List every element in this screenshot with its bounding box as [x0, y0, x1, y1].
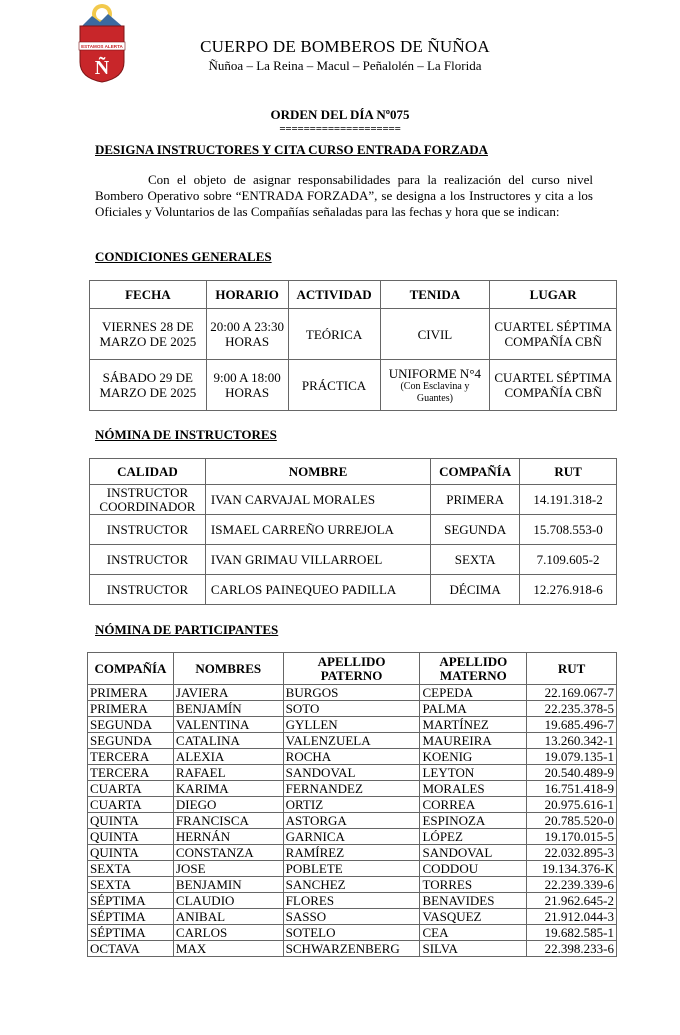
cell-rut: 20.540.489-9: [527, 765, 617, 781]
cell-rut: 21.912.044-3: [527, 909, 617, 925]
cell-calidad: INSTRUCTOR: [90, 515, 206, 545]
cell-materno: SILVA: [420, 941, 527, 957]
cell-paterno: SCHWARZENBERG: [283, 941, 420, 957]
cell-rut: 14.191.318-2: [520, 485, 617, 515]
cell-lugar: CUARTEL SÉPTIMA COMPAÑÍA CBÑ: [490, 309, 617, 360]
cell-compania: SEXTA: [88, 877, 174, 893]
table-header-row: [90, 459, 617, 485]
cell-horario: 20:00 A 23:30 HORAS: [206, 309, 288, 360]
cell-rut: 22.239.339-6: [527, 877, 617, 893]
cell-paterno: GYLLEN: [283, 717, 420, 733]
col-header-tenida: TENIDA: [380, 281, 490, 309]
tenida-text: CIVIL: [417, 326, 453, 342]
cell-compania: TERCERA: [88, 765, 174, 781]
cell-fecha: SÁBADO 29 DE MARZO DE 2025: [90, 360, 207, 411]
col-header-nombres: NOMBRES: [173, 653, 283, 685]
crest-motto: ESTAMOS ALERTA: [81, 44, 123, 49]
order-title: ORDEN DEL DÍA Nº075: [270, 107, 410, 122]
table-row: [88, 877, 617, 893]
cell-paterno: SANDOVAL: [283, 765, 420, 781]
cell-compania: SEGUNDA: [88, 733, 174, 749]
cell-paterno: SASSO: [283, 909, 420, 925]
cell-materno: BENAVIDES: [420, 893, 527, 909]
cell-compania: SÉPTIMA: [88, 893, 174, 909]
cell-rut: 12.276.918-6: [520, 575, 617, 605]
table-row: [88, 701, 617, 717]
cell-tenida: [380, 309, 490, 360]
table-row: [88, 733, 617, 749]
col-header-calidad: CALIDAD: [90, 459, 206, 485]
table-row: [90, 485, 617, 515]
col-header-horario: HORARIO: [206, 281, 288, 309]
table-row: [88, 797, 617, 813]
table-row: [88, 765, 617, 781]
col-header-nombre: NOMBRE: [205, 459, 430, 485]
cell-compania: CUARTA: [88, 781, 174, 797]
cell-nombres: HERNÁN: [173, 829, 283, 845]
cell-materno: KOENIG: [420, 749, 527, 765]
cell-rut: 19.685.496-7: [527, 717, 617, 733]
cell-rut: 19.170.015-5: [527, 829, 617, 845]
cell-paterno: ROCHA: [283, 749, 420, 765]
table-row: [88, 941, 617, 957]
cell-compania: SEGUNDA: [431, 515, 520, 545]
cell-paterno: ASTORGA: [283, 813, 420, 829]
cell-paterno: FLORES: [283, 893, 420, 909]
conditions-heading: CONDICIONES GENERALES: [95, 249, 272, 264]
cell-nombres: VALENTINA: [173, 717, 283, 733]
instructors-table: [89, 458, 617, 605]
cell-materno: LEYTON: [420, 765, 527, 781]
table-row: [88, 925, 617, 941]
table-row: [88, 813, 617, 829]
cell-paterno: VALENZUELA: [283, 733, 420, 749]
cell-materno: CODDOU: [420, 861, 527, 877]
cell-paterno: RAMÍREZ: [283, 845, 420, 861]
table-row: [88, 749, 617, 765]
cell-rut: 19.682.585-1: [527, 925, 617, 941]
cell-paterno: SOTELO: [283, 925, 420, 941]
cell-compania: QUINTA: [88, 829, 174, 845]
cell-rut: 16.751.418-9: [527, 781, 617, 797]
cell-nombres: RAFAEL: [173, 765, 283, 781]
table-row: [88, 781, 617, 797]
participants-heading: NÓMINA DE PARTICIPANTES: [95, 622, 279, 637]
cell-nombres: CLAUDIO: [173, 893, 283, 909]
cell-nombres: MAX: [173, 941, 283, 957]
cell-rut: 22.169.067-7: [527, 685, 617, 701]
cell-materno: MARTÍNEZ: [420, 717, 527, 733]
cell-rut: 21.962.645-2: [527, 893, 617, 909]
cell-rut: 20.975.616-1: [527, 797, 617, 813]
cell-nombres: JAVIERA: [173, 685, 283, 701]
cell-compania: QUINTA: [88, 845, 174, 861]
cell-paterno: FERNANDEZ: [283, 781, 420, 797]
cell-compania: SEXTA: [431, 545, 520, 575]
cell-nombres: BENJAMÍN: [173, 701, 283, 717]
participants-body: [88, 685, 617, 957]
intro-paragraph: Con el objeto de asignar responsabilidades para la realización del curso nivel Bombero Operativo sobre “ENTRADA FORZADA”, se designa a los Instructores y cita a los Oficiales y Voluntarios de las Compañías señaladas para las fechas y hora que se indican:: [95, 172, 593, 219]
cell-rut: 15.708.553-0: [520, 515, 617, 545]
cell-compania: CUARTA: [88, 797, 174, 813]
cell-nombres: CARLOS: [173, 925, 283, 941]
cell-materno: CORREA: [420, 797, 527, 813]
order-title-rule: ====================: [279, 123, 401, 135]
cell-compania: SEXTA: [88, 861, 174, 877]
cell-materno: LÓPEZ: [420, 829, 527, 845]
table-row: [88, 893, 617, 909]
table-row: [88, 685, 617, 701]
cell-nombre: ISMAEL CARREÑO URREJOLA: [205, 515, 430, 545]
cell-lugar: CUARTEL SÉPTIMA COMPAÑÍA CBÑ: [490, 360, 617, 411]
cell-materno: SANDOVAL: [420, 845, 527, 861]
cell-compania: PRIMERA: [88, 701, 174, 717]
cell-calidad: INSTRUCTOR: [90, 575, 206, 605]
cell-compania: PRIMERA: [88, 685, 174, 701]
cell-rut: 19.134.376-K: [527, 861, 617, 877]
table-row: [88, 829, 617, 845]
participants-table: [87, 652, 617, 957]
cell-paterno: GARNICA: [283, 829, 420, 845]
cell-materno: PALMA: [420, 701, 527, 717]
cell-actividad: PRÁCTICA: [288, 360, 380, 411]
col-header-compania: COMPAÑÍA: [88, 653, 174, 685]
cell-compania: OCTAVA: [88, 941, 174, 957]
cell-nombres: FRANCISCA: [173, 813, 283, 829]
tenida-text: UNIFORME N°4: [388, 365, 482, 381]
cell-rut: 22.235.378-5: [527, 701, 617, 717]
cell-actividad: TEÓRICA: [288, 309, 380, 360]
cell-nombre: IVAN GRIMAU VILLARROEL: [205, 545, 430, 575]
instructors-body: [90, 485, 617, 605]
table-row: [90, 545, 617, 575]
cell-paterno: SANCHEZ: [283, 877, 420, 893]
col-header-rut: RUT: [520, 459, 617, 485]
conditions-table: [89, 280, 617, 411]
cell-compania: SEGUNDA: [88, 717, 174, 733]
cell-tenida: [380, 360, 490, 411]
cell-nombres: KARIMA: [173, 781, 283, 797]
cell-compania: QUINTA: [88, 813, 174, 829]
cell-materno: ESPINOZA: [420, 813, 527, 829]
cell-materno: MORALES: [420, 781, 527, 797]
cell-compania: SÉPTIMA: [88, 925, 174, 941]
cell-materno: TORRES: [420, 877, 527, 893]
cell-paterno: POBLETE: [283, 861, 420, 877]
cell-rut: 20.785.520-0: [527, 813, 617, 829]
table-row: [90, 309, 617, 360]
table-row: [90, 515, 617, 545]
col-header-fecha: FECHA: [90, 281, 207, 309]
cell-nombres: CONSTANZA: [173, 845, 283, 861]
cell-nombres: DIEGO: [173, 797, 283, 813]
table-row: [88, 717, 617, 733]
table-row: [88, 845, 617, 861]
cell-fecha: VIERNES 28 DE MARZO DE 2025: [90, 309, 207, 360]
cell-compania: SÉPTIMA: [88, 909, 174, 925]
cell-materno: VASQUEZ: [420, 909, 527, 925]
col-header-rut: RUT: [527, 653, 617, 685]
cell-calidad: INSTRUCTOR COORDINADOR: [90, 485, 206, 515]
cell-nombres: BENJAMIN: [173, 877, 283, 893]
cell-paterno: ORTIZ: [283, 797, 420, 813]
tenida-note: (Con Esclavina y Guantes): [400, 380, 470, 404]
table-row: [88, 909, 617, 925]
cell-nombre: CARLOS PAINEQUEO PADILLA: [205, 575, 430, 605]
cell-nombres: ANIBAL: [173, 909, 283, 925]
cell-compania: PRIMERA: [431, 485, 520, 515]
cell-rut: 22.032.895-3: [527, 845, 617, 861]
table-row: [90, 360, 617, 411]
col-header-actividad: ACTIVIDAD: [288, 281, 380, 309]
cell-calidad: INSTRUCTOR: [90, 545, 206, 575]
crest-letter: Ñ: [94, 57, 110, 79]
cell-nombres: ALEXIA: [173, 749, 283, 765]
col-header-lugar: LUGAR: [490, 281, 617, 309]
table-row: [90, 575, 617, 605]
col-header-apellido-materno: APELLIDO MATERNO: [420, 653, 527, 685]
organization-name: CUERPO DE BOMBEROS DE ÑUÑOA: [200, 37, 490, 56]
cell-rut: 13.260.342-1: [527, 733, 617, 749]
cell-paterno: SOTO: [283, 701, 420, 717]
cell-nombre: IVAN CARVAJAL MORALES: [205, 485, 430, 515]
cell-horario: 9:00 A 18:00 HORAS: [206, 360, 288, 411]
cell-compania: TERCERA: [88, 749, 174, 765]
cell-materno: CEA: [420, 925, 527, 941]
col-header-compania: COMPAÑÍA: [431, 459, 520, 485]
subject-heading: DESIGNA INSTRUCTORES Y CITA CURSO ENTRADA FORZADA: [95, 142, 488, 157]
cell-rut: 7.109.605-2: [520, 545, 617, 575]
cell-compania: DÉCIMA: [431, 575, 520, 605]
cell-materno: CEPEDA: [420, 685, 527, 701]
col-header-apellido-paterno: APELLIDO PATERNO: [283, 653, 420, 685]
cell-nombres: JOSE: [173, 861, 283, 877]
cell-rut: 19.079.135-1: [527, 749, 617, 765]
cell-rut: 22.398.233-6: [527, 941, 617, 957]
cell-nombres: CATALINA: [173, 733, 283, 749]
bomberos-nunoa-crest-logo: [76, 2, 128, 84]
instructors-heading: NÓMINA DE INSTRUCTORES: [95, 427, 277, 442]
table-header-row: [90, 281, 617, 309]
communes-line: Ñuñoa – La Reina – Macul – Peñalolén – La Florida: [208, 58, 482, 73]
table-row: [88, 861, 617, 877]
table-header-row: [88, 653, 617, 685]
cell-paterno: BURGOS: [283, 685, 420, 701]
cell-materno: MAUREIRA: [420, 733, 527, 749]
